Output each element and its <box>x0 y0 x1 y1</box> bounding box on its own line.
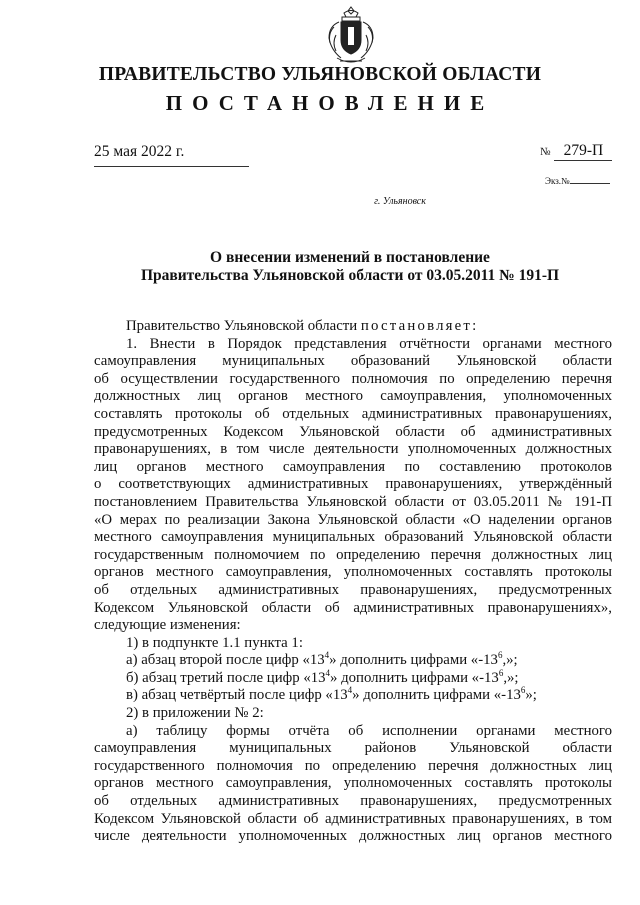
title-line: Правительства Ульяновской области от 03.05.2011 № 191-П <box>140 267 560 284</box>
paragraph-line: органов местного самоуправления, уполномоченных составлять протоколы <box>94 564 612 581</box>
change-b <box>94 667 612 688</box>
document-date: 25 мая 2022 г. <box>94 143 185 160</box>
document-number: 279-П <box>554 142 612 161</box>
paragraph-line: следующие изменения: <box>94 617 241 634</box>
paragraph-line: самоуправления муниципальных районов Ульяновской области <box>94 740 612 757</box>
paragraph-line: составлять протоколы об отдельных административных правонарушениях, <box>94 405 612 422</box>
paragraph-line: а) таблицу формы отчёта об исполнении органами местного <box>126 722 612 739</box>
date-underline <box>94 166 249 167</box>
paragraph-line: Кодексом Ульяновской области об административных правонарушениях, в том <box>94 810 612 827</box>
intro-resolves: постановляет: <box>360 318 479 334</box>
change-text: в) абзац четвёртый после цифр «13 <box>126 687 348 704</box>
change-text: »; <box>525 687 537 704</box>
intro-paragraph <box>94 318 612 336</box>
superscript: 4 <box>347 685 353 696</box>
paragraph-line: об осуществлении государственного полномочия по определению перечня <box>94 370 612 387</box>
superscript: 6 <box>498 667 504 678</box>
paragraph-line: о соответствующих административных правонарушениях, утверждённый <box>94 476 612 493</box>
change-text: а) абзац второй после цифр «13 <box>126 652 325 669</box>
title-line: О внесении изменений в постановление <box>210 249 490 266</box>
number-sign: № <box>540 146 551 158</box>
document-body <box>94 318 612 846</box>
change-text: ,»; <box>503 669 519 686</box>
document-type: ПОСТАНОВЛЕНИЕ <box>165 91 495 115</box>
change-text: » дополнить цифрами «-13 <box>330 669 499 686</box>
coat-of-arms-icon <box>322 5 380 65</box>
superscript: 4 <box>324 650 330 661</box>
document-number-block <box>540 142 612 161</box>
copy-underline <box>570 175 610 184</box>
change-text: б) абзац третий после цифр «13 <box>126 669 326 686</box>
paragraph-line: самоуправления муниципальных образований Ульяновской области <box>94 353 612 370</box>
paragraph-line: правонарушениях, в том числе деятельности уполномоченных должностных <box>94 441 612 458</box>
change-a <box>94 652 612 670</box>
copy-label: Экз.№ <box>545 176 570 186</box>
change-c <box>94 687 612 705</box>
change-text: » дополнить цифрами «-13 <box>329 652 498 669</box>
document-title <box>100 249 600 285</box>
paragraph-line: «О мерах по реализации Закона Ульяновской области «О наделении органов <box>94 511 612 528</box>
superscript: 6 <box>520 685 526 696</box>
paragraph-line: Кодексом Ульяновской области об административных правонарушениях», <box>94 599 612 616</box>
subitem-1: 1) в подпункте 1.1 пункта 1: <box>126 634 303 651</box>
paragraph-line: предусмотренных Кодексом Ульяновской области об административных <box>94 423 612 440</box>
change-text: » дополнить цифрами «-13 <box>352 687 521 704</box>
paragraph-line: об отдельных административных правонарушениях, предусмотренных <box>94 581 612 598</box>
paragraph-line: государственным полномочием по определению перечня должностных лиц <box>94 546 612 563</box>
paragraph-line: местного самоуправления муниципальных образований Ульяновской области <box>94 529 612 546</box>
paragraph-line: числе деятельности уполномоченных должностных лиц органов местного <box>94 828 612 845</box>
intro-text: Правительство Ульяновской области <box>126 318 361 334</box>
paragraph-line: 1. Внести в Порядок представления отчётности органами местного <box>126 335 612 352</box>
city: г. Ульяновск <box>374 196 426 207</box>
paragraph-line: постановлением Правительства Ульяновской области от 03.05.2011 № 191-П <box>94 493 612 510</box>
government-name: ПРАВИТЕЛЬСТВО УЛЬЯНОВСКОЙ ОБЛАСТИ <box>98 64 542 85</box>
paragraph-line: государственного полномочия по определению перечня должностных лиц <box>94 757 612 774</box>
paragraph-line: должностных лиц органов местного самоуправления, уполномоченных <box>94 388 612 405</box>
change-text: ,»; <box>502 652 518 669</box>
copy-number <box>545 175 610 186</box>
superscript: 4 <box>325 667 331 678</box>
paragraph-line: органов местного самоуправления, уполномоченных составлять протоколы <box>94 775 612 792</box>
paragraph-line: лиц органов местного самоуправления по составлению протоколов <box>94 458 612 475</box>
superscript: 6 <box>497 650 503 661</box>
paragraph-line: об отдельных административных правонарушениях, предусмотренных <box>94 793 612 810</box>
subitem-2: 2) в приложении № 2: <box>126 705 264 722</box>
